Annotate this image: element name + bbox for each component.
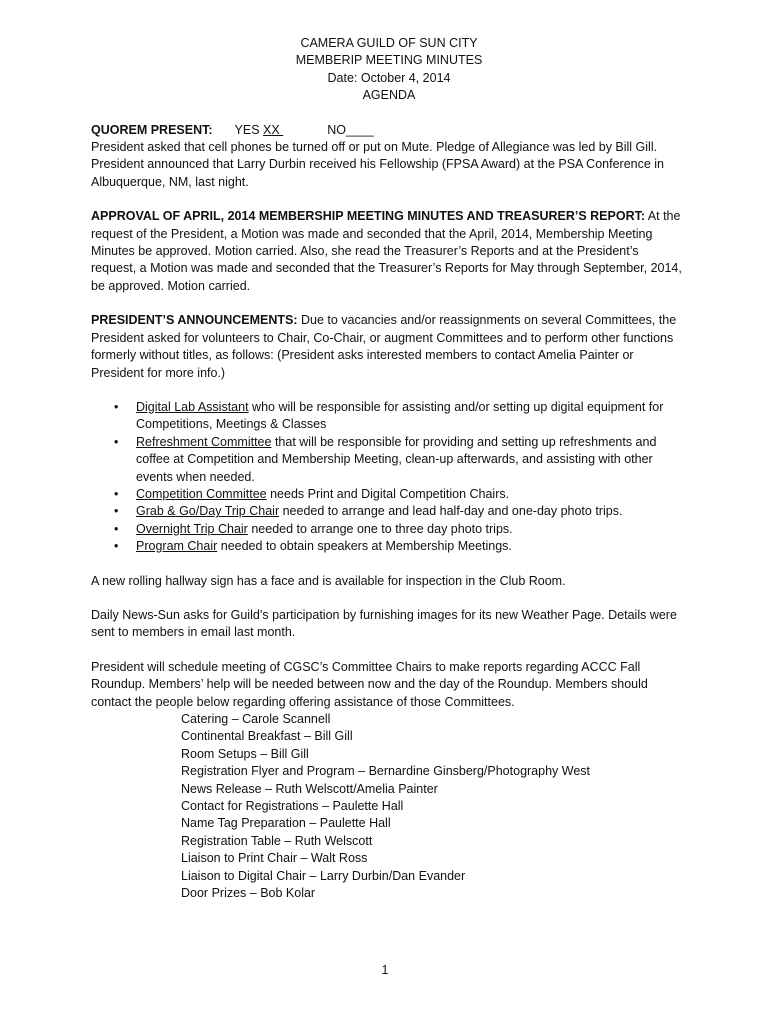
quorum-line: [91, 122, 687, 139]
bullet-icon: •: [114, 399, 119, 414]
position-title: Refreshment Committee: [136, 434, 272, 449]
list-item: [91, 538, 687, 555]
position-description: needed to arrange one to three day photo trips.: [247, 521, 513, 536]
position-description: that will be responsible for providing and setting up refreshments and coffee at Competition and Membership Meeting, clean-up afterwards, and assisting with other events when needed.: [136, 434, 657, 484]
list-item: News Release – Ruth Welscott/Amelia Painter: [181, 781, 438, 796]
quorum-yes-label: YES: [234, 122, 264, 137]
position-title: Program Chair: [136, 539, 218, 554]
position-description: needed to obtain speakers at Membership Meetings.: [217, 539, 512, 554]
list-item: Registration Flyer and Program – Bernardine Ginsberg/Photography West: [181, 764, 591, 779]
roundup-paragraph: President will schedule meeting of CGSC’s Committee Chairs to make reports regarding ACCC Fall Roundup. Members’ help will be needed between now and the day of the Roundup. Members should contact the people below regarding offering assistance of those Committees.: [91, 659, 648, 709]
committee-contacts-list: [181, 711, 687, 902]
meeting-date: Date: October 4, 2014: [327, 70, 451, 85]
list-item: Registration Table – Ruth Welscott: [181, 833, 373, 848]
position-description: needed to arrange and lead half-day and one-day photo trips.: [279, 504, 623, 519]
quorum-no-value: ____: [345, 122, 374, 137]
position-description: needs Print and Digital Competition Chairs.: [266, 486, 510, 501]
quorum-label: QUOREM PRESENT:: [91, 122, 213, 137]
bullet-icon: •: [114, 521, 119, 536]
announcements-heading: PRESIDENT’S ANNOUNCEMENTS:: [91, 313, 298, 328]
list-item: [91, 486, 687, 503]
document-body: [91, 35, 687, 902]
approval-section: [91, 208, 687, 295]
page-number: 1: [381, 963, 389, 977]
agenda-title: AGENDA: [362, 88, 416, 103]
list-item: Catering – Carole Scannell: [181, 712, 331, 726]
position-title: Overnight Trip Chair: [136, 521, 248, 536]
quorum-yes-value: XX: [263, 122, 284, 137]
announcements-body: Due to vacancies and/or reassignments on several Committees, the President asked for volunteers to Chair, Co-Chair, or augment Committees and to perform other functions formerly without titles, as follows: (President asks interested members to contact Amelia Painter or President for more info.): [91, 313, 677, 380]
bullet-icon: •: [114, 486, 119, 501]
approval-heading: APPROVAL OF APRIL, 2014 MEMBERSHIP MEETING MINUTES AND TREASURER’S REPORT:: [91, 209, 646, 224]
list-item: Continental Breakfast – Bill Gill: [181, 729, 353, 744]
position-title: Grab & Go/Day Trip Chair: [136, 504, 280, 519]
document-header: [91, 35, 687, 105]
list-item: [91, 521, 687, 538]
position-title: Competition Committee: [136, 486, 267, 501]
hallway-sign-paragraph: A new rolling hallway sign has a face and is available for inspection in the Club Room.: [91, 573, 566, 588]
approval-body: At the request of the President, a Motion was made and seconded that the April, 2014, Membership Meeting Minutes be approved. Motion carried. Also, she read the Treasurer’s Reports and at the President’s request, a Motion was made and seconded that the Treasurer’s Reports for May through September, 2014, be approved. Motion carried.: [91, 209, 682, 293]
open-positions-list: [91, 399, 687, 556]
list-item: Liaison to Digital Chair – Larry Durbin/Dan Evander: [181, 868, 466, 883]
news-sun-paragraph: Daily News-Sun asks for Guild’s participation by furnishing images for its new Weather Page. Details were sent to members in email last month.: [91, 607, 677, 640]
list-item: [91, 434, 687, 486]
bullet-icon: •: [114, 504, 119, 519]
fellowship-paragraph: President announced that Larry Durbin received his Fellowship (FPSA Award) at the PSA Conference in Albuquerque, NM, last night.: [91, 157, 664, 189]
bullet-icon: •: [114, 434, 119, 449]
announcements-section: [91, 312, 687, 382]
list-item: Door Prizes – Bob Kolar: [181, 886, 316, 901]
position-title: Digital Lab Assistant: [136, 399, 249, 414]
list-item: Contact for Registrations – Paulette Hall: [181, 799, 404, 814]
quorum-no-label: NO: [327, 122, 346, 137]
bullet-icon: •: [114, 539, 119, 554]
list-item: [91, 503, 687, 520]
org-title: CAMERA GUILD OF SUN CITY: [300, 36, 478, 50]
list-item: [91, 399, 687, 434]
document-title: MEMBERIP MEETING MINUTES: [295, 53, 483, 68]
list-item: Liaison to Print Chair – Walt Ross: [181, 851, 368, 866]
cell-phone-paragraph: President asked that cell phones be turned off or put on Mute. Pledge of Allegiance was led by Bill Gill.: [91, 140, 658, 155]
list-item: Room Setups – Bill Gill: [181, 746, 309, 761]
position-description: who will be responsible for assisting and/or setting up digital equipment for Competitions, Meetings & Classes: [136, 399, 664, 432]
list-item: Name Tag Preparation – Paulette Hall: [181, 816, 391, 831]
